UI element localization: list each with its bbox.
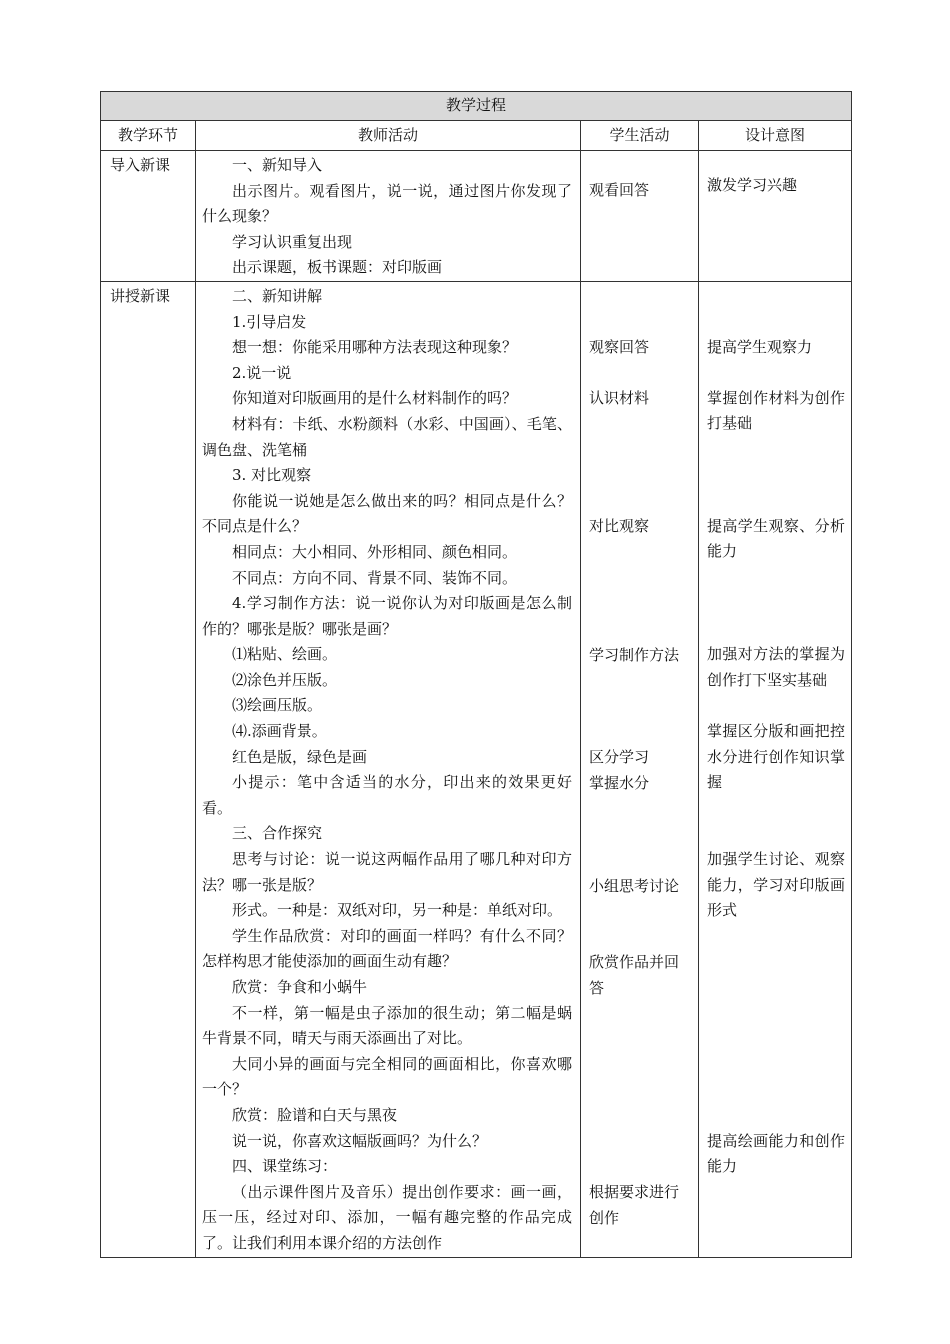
teacher-line: 一、新知导入: [232, 156, 323, 174]
table-title: 教学过程: [101, 92, 852, 121]
teacher-line: ⑶绘画压版。: [232, 696, 323, 715]
header-intent: 设计意图: [699, 121, 852, 151]
student-line: 掌握水分: [589, 773, 650, 792]
table-row: [101, 151, 852, 282]
intent-cell: [699, 151, 852, 282]
intent-line: 提高学生观察、分析能力: [707, 516, 846, 561]
teacher-line: 不一样，第一幅是虫子添加的很生动；第二幅是蜗牛背景不同，晴天与雨天添画出了对比。: [202, 1003, 572, 1048]
student-line: 小组思考讨论: [589, 876, 680, 895]
student-line: 学习制作方法: [589, 645, 680, 664]
header-teacher: 教师活动: [196, 121, 581, 151]
teacher-line: 学习认识重复出现: [232, 232, 353, 251]
student-line: 认识材料: [589, 388, 650, 407]
student-line: 区分学习: [589, 748, 650, 767]
teacher-line: 形式。一种是：双纸对印，另一种是：单纸对印。: [232, 901, 563, 920]
stage-cell: 导入新课: [101, 151, 196, 282]
teacher-line: 2.说一说: [232, 363, 292, 382]
teacher-line: 你知道对印版画用的是什么材料制作的吗？: [232, 389, 518, 408]
teacher-line: 欣赏：争食和小蜗牛: [232, 978, 368, 996]
intent-line: 提高绘画能力和创作能力: [707, 1131, 846, 1176]
teacher-line: ⑴粘贴、绘画。: [232, 645, 338, 664]
teacher-line: 不同点：方向不同、背景不同、装饰不同。: [232, 568, 518, 587]
teacher-line: 三、合作探究: [232, 824, 323, 843]
teacher-line: 1.引导启发: [232, 312, 307, 331]
teacher-line: 说一说，你喜欢这幅版画吗？为什么？: [232, 1131, 488, 1150]
teacher-line: 二、新知讲解: [232, 286, 323, 305]
header-student: 学生活动: [581, 121, 699, 151]
teacher-line: 红色是版，绿色是画: [232, 747, 368, 766]
title-row: [101, 92, 852, 121]
teacher-line: 4.学习制作方法：说一说你认为对印版画是怎么制作的？哪张是版？哪张是画？: [202, 594, 572, 638]
intent-line: 加强对方法的掌握为创作打下坚实基础: [707, 644, 846, 689]
teacher-line: ⑷.添画背景。: [232, 722, 327, 741]
teacher-line: （出示课件图片及音乐）提出创作要求：画一画，压一压，经过对印、添加，一幅有趣完整的作品完成了。让我们利用本课介绍的方法创作: [202, 1182, 572, 1252]
intent-line: 掌握创作材料为创作打基础: [707, 388, 846, 433]
teacher-line: 四、课堂练习：: [232, 1157, 338, 1176]
teacher-line: 你能说一说她是怎么做出来的吗？相同点是什么？不同点是什么？: [202, 491, 572, 536]
teaching-process-table: [100, 91, 852, 1258]
teacher-line: 出示课题，板书课题：对印版画: [232, 258, 443, 277]
teacher-line: 想一想：你能采用哪种方法表现这种现象？: [232, 338, 518, 357]
intent-line: 加强学生讨论、观察能力，学习对印版画形式: [707, 849, 846, 920]
teacher-line: 出示图片。观看图片，说一说，通过图片你发现了什么现象？: [202, 181, 572, 226]
intent-cell: [699, 281, 852, 1257]
intent-line: 激发学习兴趣: [707, 176, 798, 194]
student-line: 欣赏作品并回答: [589, 953, 680, 997]
intent-line: 提高学生观察力: [707, 337, 813, 356]
header-row: [101, 121, 852, 151]
student-line: 根据要求进行创作: [589, 1183, 680, 1227]
teacher-cell: [196, 151, 581, 282]
header-stage: 教学环节: [101, 121, 196, 151]
teacher-line: 材料有：卡纸、水粉颜料（水彩、中国画）、毛笔、调色盘、洗笔桶: [202, 414, 572, 459]
table-row: [101, 281, 852, 1257]
teacher-line: 小提示：笔中含适当的水分，印出来的效果更好看。: [202, 773, 572, 817]
student-line: 观察回答: [589, 337, 650, 356]
teacher-line: 3. 对比观察: [232, 466, 312, 485]
stage-cell: 讲授新课: [101, 281, 196, 1257]
teacher-line: 思考与讨论：说一说这两幅作品用了哪几种对印方法？哪一张是版？: [202, 850, 572, 894]
intent-line: 掌握区分版和画把控水分进行创作知识掌握: [707, 722, 846, 792]
student-cell: [581, 281, 699, 1257]
student-cell: [581, 151, 699, 282]
student-line: 观看回答: [589, 181, 650, 199]
teacher-line: ⑵涂色并压版。: [232, 670, 338, 689]
student-line: 对比观察: [589, 517, 650, 536]
teacher-line: 相同点：大小相同、外形相同、颜色相同。: [232, 542, 518, 561]
teacher-line: 学生作品欣赏：对印的画面一样吗？有什么不同？怎样构思才能使添加的画面生动有趣？: [202, 926, 572, 971]
teacher-line: 欣赏：脸谱和白天与黑夜: [232, 1105, 398, 1124]
teacher-cell: [196, 281, 581, 1257]
teacher-line: 大同小异的画面与完全相同的画面相比，你喜欢哪一个？: [202, 1054, 572, 1099]
